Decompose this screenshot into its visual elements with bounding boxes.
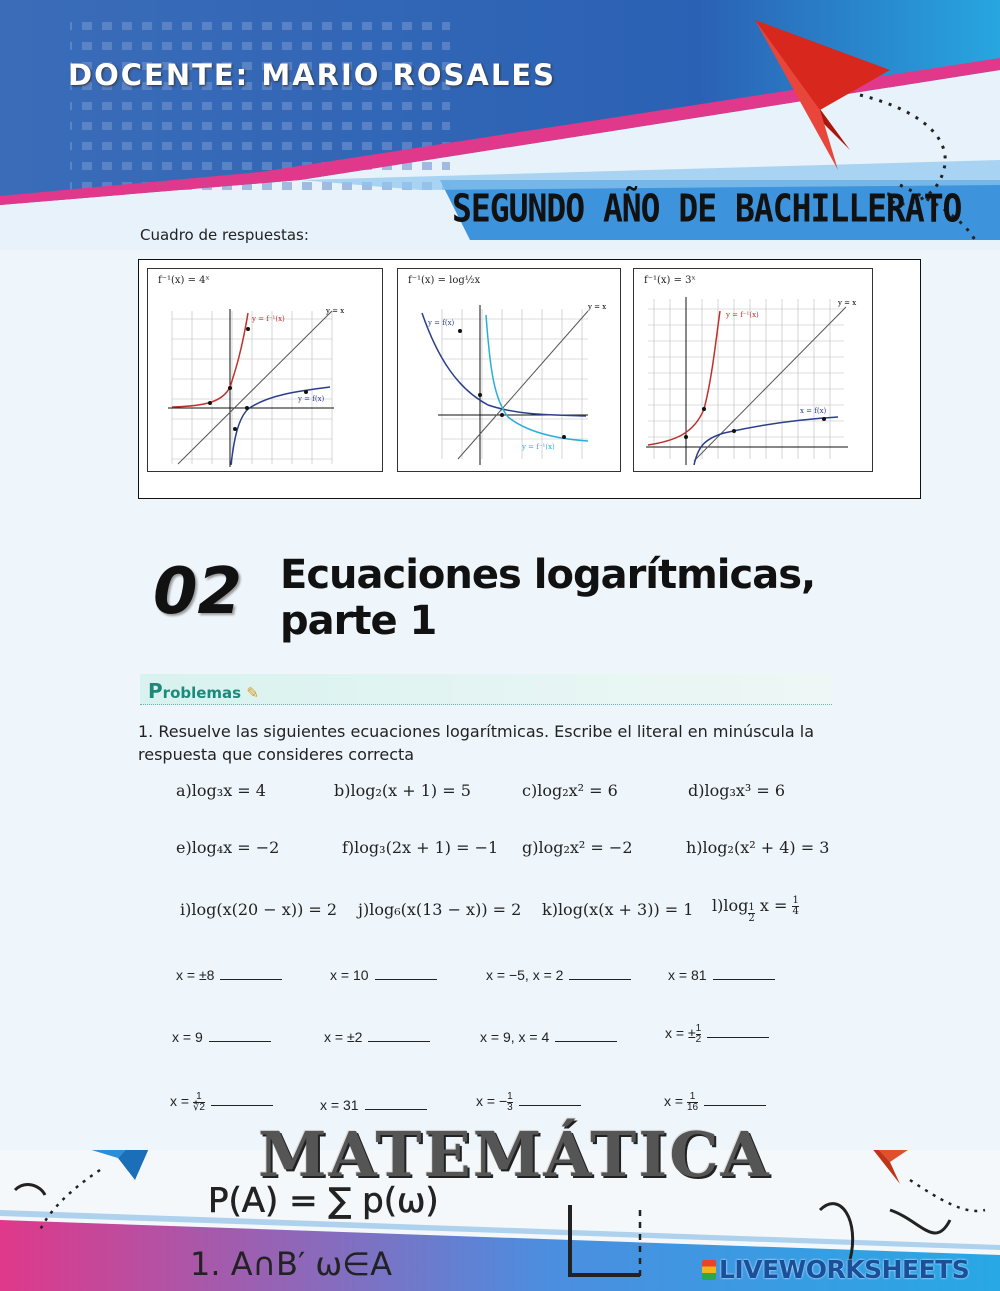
graph-3-plot	[634, 269, 872, 471]
graph-1-inverse-label: y = f⁻¹(x)	[252, 315, 285, 323]
option-text: x = 31	[320, 1097, 359, 1113]
fraction-denominator: 16	[686, 1102, 699, 1113]
option-r2-1[interactable]	[172, 1029, 271, 1045]
graph-3-identity-label: y = x	[838, 299, 857, 307]
problems-label-initial: P	[148, 679, 163, 703]
graph-2-function-label: y = f(x)	[428, 319, 455, 327]
equation-k: k)log(x(x + 3)) = 1	[542, 900, 694, 919]
graph-1-function-label: y = f(x)	[298, 395, 325, 403]
option-r3-2[interactable]	[320, 1097, 427, 1113]
handwriting-set: 1. A∩B′ ω∈A	[190, 1245, 392, 1283]
graph-2-identity-label: y = x	[588, 303, 607, 311]
answer-blank[interactable]	[704, 1093, 766, 1106]
option-text: x =	[664, 1093, 684, 1110]
answer-blank[interactable]	[368, 1029, 430, 1042]
problems-label	[148, 679, 259, 703]
answer-blank[interactable]	[220, 967, 282, 980]
graph-2-title: f⁻¹(x) = log½x	[408, 275, 481, 286]
answer-blank[interactable]	[365, 1097, 427, 1110]
problems-label-rest: roblemas	[162, 684, 242, 702]
teacher-name: DOCENTE: MARIO ROSALES	[68, 58, 557, 92]
fraction-numerator: 1	[507, 1091, 513, 1102]
answers-label: Cuadro de respuestas:	[140, 226, 309, 244]
graph-2-inverse-label: y = f⁻¹(x)	[522, 443, 555, 451]
answer-blank[interactable]	[707, 1025, 769, 1038]
equation-i: i)log(x(20 − x)) = 2	[180, 900, 338, 919]
equation-f: f)log₃(2x + 1) = −1	[342, 838, 499, 857]
equation-c: c)log₂x² = 6	[522, 781, 618, 800]
equation-j: j)log₆(x(13 − x)) = 2	[358, 900, 522, 919]
equation-l-rhs-num: 1	[792, 895, 799, 906]
equation-l-mid: x =	[759, 896, 788, 915]
equation-g: g)log₂x² = −2	[522, 838, 633, 857]
section-number: 02	[153, 555, 243, 629]
answer-blank[interactable]	[569, 967, 631, 980]
option-r1-3[interactable]	[486, 967, 631, 983]
subject-title: MATEMÁTICA	[258, 1118, 771, 1191]
equation-e: e)log₄x = −2	[176, 838, 280, 857]
graph-3	[633, 268, 873, 472]
answer-blank[interactable]	[211, 1093, 273, 1106]
option-text: x = 9	[172, 1029, 203, 1045]
answer-blank[interactable]	[555, 1029, 617, 1042]
option-r1-2[interactable]	[330, 967, 437, 983]
liveworksheets-brand-text: LIVEWORKSHEETS	[719, 1255, 970, 1284]
equation-l	[712, 896, 799, 924]
graph-2	[397, 268, 621, 472]
graph-3-title: f⁻¹(x) = 3ˣ	[644, 275, 696, 286]
option-r3-3[interactable]	[476, 1092, 581, 1113]
option-r1-4[interactable]	[668, 967, 775, 983]
option-text: x =	[170, 1093, 190, 1110]
section-title-line-2: parte 1	[280, 598, 437, 644]
pencil-icon: ✎	[246, 684, 259, 702]
answer-blank[interactable]	[713, 967, 775, 980]
equation-l-base-den: 2	[748, 913, 755, 924]
graph-3-function-label: x = f(x)	[800, 407, 827, 415]
handwriting-probability: P(A) = ∑ p(ω)	[208, 1181, 439, 1221]
answer-blank[interactable]	[519, 1093, 581, 1106]
option-r2-2[interactable]	[324, 1029, 430, 1045]
liveworksheets-logo-icon	[702, 1260, 716, 1280]
answer-blank[interactable]	[209, 1029, 271, 1042]
equation-b: b)log₂(x + 1) = 5	[334, 781, 471, 800]
option-text: x = ±8	[176, 967, 215, 983]
option-r1-1[interactable]	[176, 967, 282, 983]
graph-3-inverse-label: y = f⁻¹(x)	[726, 311, 759, 319]
option-r3-4[interactable]	[664, 1092, 766, 1113]
fraction-numerator: 1	[687, 1092, 698, 1103]
instruction: 1. Resuelve las siguientes ecuaciones logarítmicas. Escribe el literal en minúscula la respuesta que consideres correcta	[138, 722, 815, 764]
equation-l-rhs-den: 4	[792, 906, 799, 917]
equation-h: h)log₂(x² + 4) = 3	[686, 838, 830, 857]
option-text: x = ±	[665, 1025, 696, 1042]
graph-1-identity-label: y = x	[326, 307, 345, 315]
option-text: x = 9, x = 4	[480, 1029, 550, 1045]
section-title	[280, 552, 815, 644]
section-title-line-1: Ecuaciones logarítmicas,	[280, 552, 816, 598]
equation-l-prefix: l)log	[712, 896, 749, 915]
option-text: x = −	[476, 1093, 508, 1110]
option-r3-1[interactable]	[170, 1092, 273, 1113]
option-r2-3[interactable]	[480, 1029, 617, 1045]
graph-1-plot	[148, 269, 382, 471]
graph-1	[147, 268, 383, 472]
option-text: x = ±2	[324, 1029, 363, 1045]
graph-2-plot	[398, 269, 620, 471]
option-r2-4[interactable]	[665, 1024, 769, 1045]
fraction-denominator: 3	[507, 1102, 513, 1113]
option-text: x = 10	[330, 967, 369, 983]
fraction-denominator: 2	[695, 1034, 702, 1045]
equation-a: a)log₃x = 4	[176, 781, 266, 800]
answer-blank[interactable]	[375, 967, 437, 980]
option-text: x = 81	[668, 967, 707, 983]
graph-1-title: f⁻¹(x) = 4ˣ	[158, 275, 210, 286]
answers-box	[138, 259, 921, 499]
fraction-numerator: 1	[695, 1023, 702, 1034]
grade-title: SEGUNDO AÑO DE BACHILLERATO	[452, 186, 962, 231]
equation-l-base-num: 1	[748, 902, 755, 913]
equation-d: d)log₃x³ = 6	[688, 781, 786, 800]
liveworksheets-logo[interactable]	[702, 1255, 969, 1284]
fraction-denominator: ∜2	[192, 1102, 205, 1113]
option-text: x = −5, x = 2	[486, 967, 564, 983]
fraction-numerator: 1	[193, 1092, 205, 1103]
